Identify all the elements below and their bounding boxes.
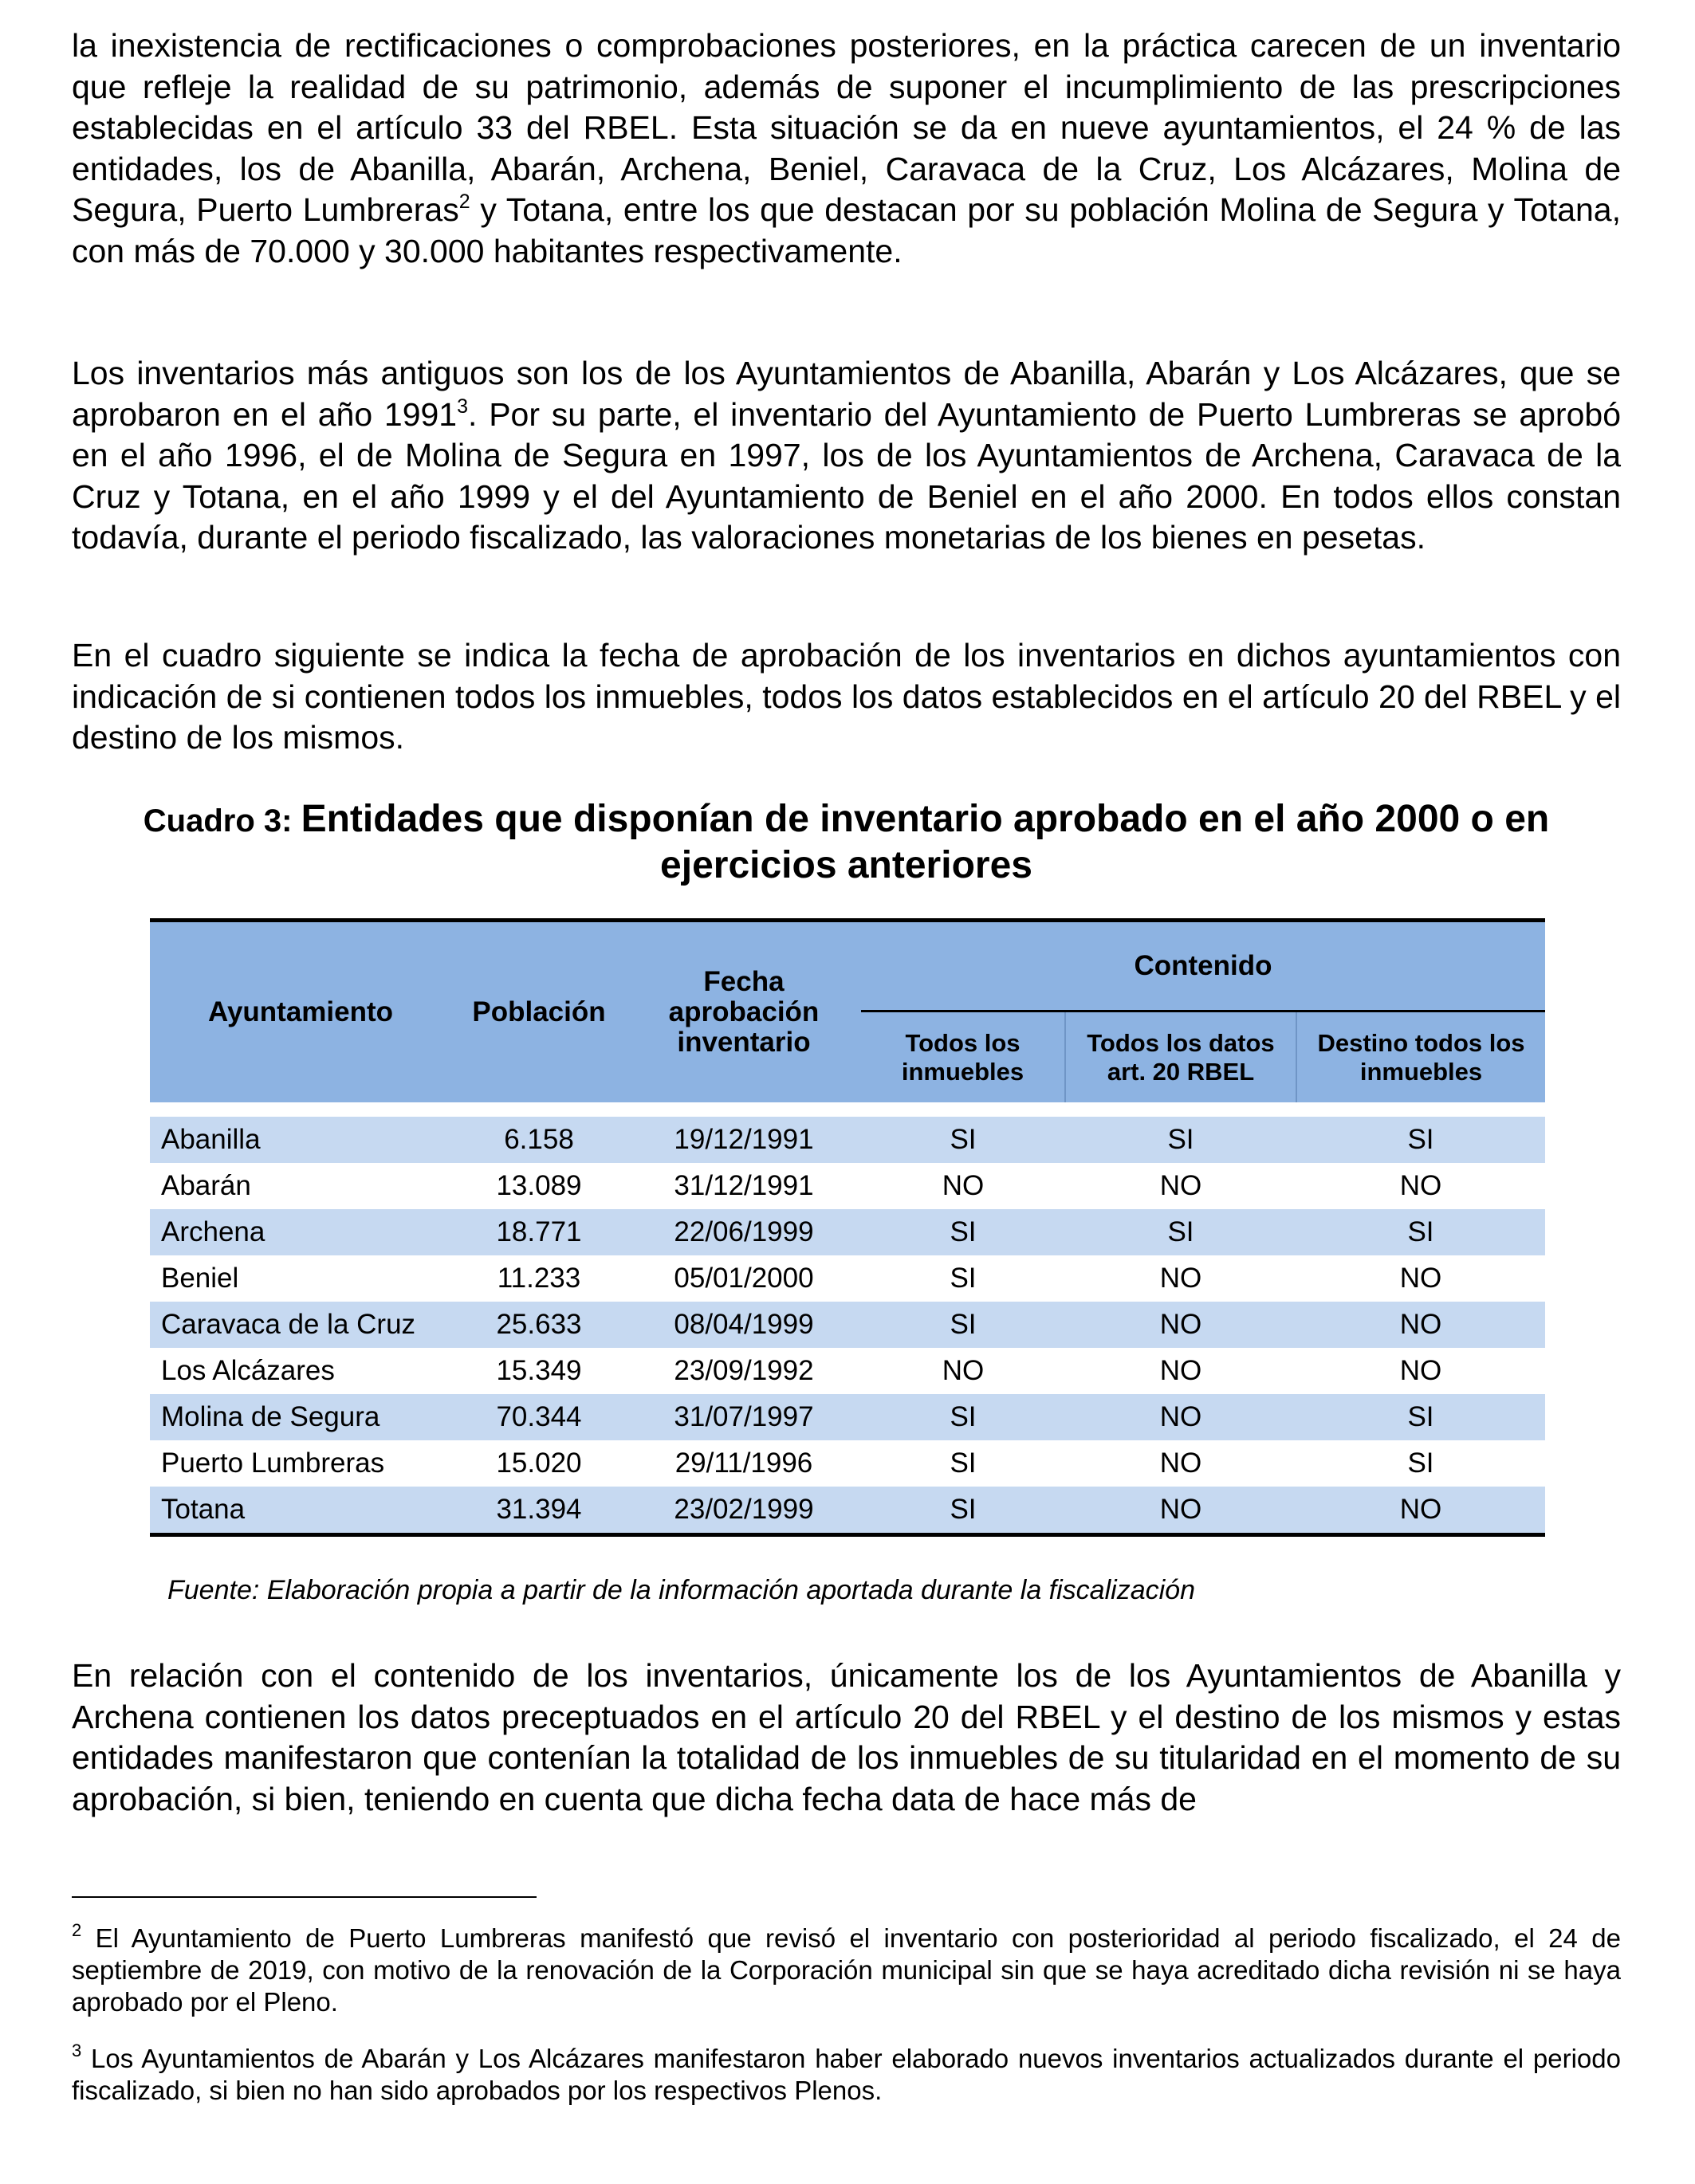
cell-inmuebles: SI (950, 1263, 977, 1294)
cell-destino: NO (1399, 1355, 1442, 1386)
header-todos-datos: Todos los datos art. 20 RBEL (1065, 1011, 1296, 1103)
footnote-mark: 3 (72, 2041, 82, 2060)
header-todos-inmuebles: Todos los inmuebles (861, 1011, 1065, 1103)
table-row (150, 1255, 1545, 1302)
cell-fecha: 23/02/1999 (627, 1487, 861, 1535)
footnote-2 (72, 1920, 1621, 2018)
footnote-3 (72, 2043, 1621, 2107)
cell-destino: SI (1296, 1394, 1545, 1440)
cell-ayuntamiento: Beniel (161, 1263, 239, 1294)
paragraph-oldest-inventories (72, 353, 1621, 559)
footnote-divider (72, 1896, 537, 1898)
cell-datos: NO (1065, 1487, 1296, 1535)
cell-poblacion: 6.158 (451, 1117, 627, 1163)
inventory-table (150, 918, 1545, 1537)
cell-destino: SI (1296, 1117, 1545, 1163)
cell-inmuebles: SI (950, 1447, 977, 1479)
paragraph-table-intro: En el cuadro siguiente se indica la fecha de aprobación de los inventarios en dichos ayuntamientos con indicación de si contienen todos los inmuebles, todos los datos establecidos en el artículo 20 del RBEL y el destino de los mismos. (72, 637, 1621, 756)
table-row (150, 1394, 1545, 1440)
table-row (150, 1302, 1545, 1348)
header-contenido: Contenido (861, 922, 1545, 1011)
cell-inmuebles: SI (861, 1209, 1065, 1255)
footnote-text: Los Ayuntamientos de Abarán y Los Alcázares manifestaron haber elaborado nuevos inventarios actualizados durante el periodo fiscalizado, si bien no han sido aprobados por los respectivos Plenos. (72, 2044, 1621, 2105)
header-destino: Destino todos los inmuebles (1296, 1011, 1545, 1103)
table-row (150, 1487, 1545, 1535)
cell-datos: NO (1065, 1394, 1296, 1440)
cell-poblacion: 15.349 (496, 1355, 582, 1386)
cell-poblacion: 18.771 (451, 1209, 627, 1255)
cell-inmuebles: SI (861, 1394, 1065, 1440)
table-row (150, 1209, 1545, 1255)
cell-destino: NO (1399, 1263, 1442, 1294)
cell-fecha: 23/09/1992 (674, 1355, 814, 1386)
cell-fecha: 31/07/1997 (627, 1394, 861, 1440)
cell-datos: NO (1065, 1302, 1296, 1348)
paragraph-text: y Totana, entre los que destacan por su población Molina de Segura y Totana, con más de 70.000 y 30.000 habitantes respectivamente. (72, 191, 1621, 269)
cell-destino: NO (1296, 1302, 1545, 1348)
paragraph-text: . Por su parte, el inventario del Ayuntamiento de Puerto Lumbreras se aprobó en el año 1996, el de Molina de Segura en 1997, los de los Ayuntamientos de Archena, Caravaca de la Cruz y Totana, en el año 1999 y el del Ayuntamiento de Beniel en el año 2000. En todos ellos constan todavía, durante el periodo fiscalizado, las valoraciones monetarias de los bienes en pesetas. (72, 395, 1621, 556)
cell-poblacion: 15.020 (496, 1447, 582, 1479)
cell-ayuntamiento: Caravaca de la Cruz (150, 1302, 451, 1348)
cell-fecha: 05/01/2000 (674, 1263, 814, 1294)
cell-inmuebles: NO (942, 1170, 985, 1201)
cell-poblacion: 70.344 (451, 1394, 627, 1440)
cell-ayuntamiento: Totana (150, 1487, 451, 1535)
footnote-text: El Ayuntamiento de Puerto Lumbreras manifestó que revisó el inventario con posterioridad al periodo fiscalizado, el 24 de septiembre de 2019, con motivo de la renovación de la Corporación municipal sin que se haya acreditado dicha revisión ni se haya aprobado por el Pleno. (72, 1923, 1621, 2017)
cell-ayuntamiento: Los Alcázares (161, 1355, 335, 1386)
header-ayuntamiento: Ayuntamiento (150, 922, 451, 1102)
cell-inmuebles: NO (942, 1355, 985, 1386)
cell-fecha: 31/12/1991 (674, 1170, 814, 1201)
table-row (150, 1163, 1545, 1209)
cell-poblacion: 25.633 (451, 1302, 627, 1348)
cell-inmuebles: SI (861, 1117, 1065, 1163)
footnote-mark: 2 (72, 1920, 82, 1940)
table-row (150, 1440, 1545, 1487)
cell-ayuntamiento: Puerto Lumbreras (161, 1447, 385, 1479)
cell-ayuntamiento: Abarán (161, 1170, 251, 1201)
cell-poblacion: 13.089 (496, 1170, 582, 1201)
cell-poblacion: 31.394 (451, 1487, 627, 1535)
header-fecha: Fecha aprobación inventario (627, 922, 861, 1102)
cell-ayuntamiento: Molina de Segura (150, 1394, 451, 1440)
table-caption-title: Entidades que disponían de inventario aprobado en el año 2000 o en ejercicios anteriores (301, 798, 1550, 886)
cell-destino: SI (1296, 1209, 1545, 1255)
paragraph-text: la inexistencia de rectificaciones o comprobaciones posteriores, en la práctica carecen de un inventario que refleje la realidad de su patrimonio, además de suponer el incumplimiento de las prescripciones establecidas en el artículo 33 del RBEL. Esta situación se da en nueve ayuntamientos, el 24 % de las entidades, los de Abanilla, Abarán, Archena, Beniel, Caravaca de la Cruz, Los Alcázares, Molina de Segura, Puerto Lumbreras (72, 27, 1621, 228)
paragraph-inventory-content: En relación con el contenido de los inventarios, únicamente los de los Ayuntamientos de Abanilla y Archena contienen los datos preceptuados en el artículo 20 del RBEL y el destino de los mismos y estas entidades manifestaron que contenían la totalidad de los inmuebles de su titularidad en el momento de su aprobación, si bien, teniendo en cuenta que dicha fecha data de hace más de (72, 1657, 1621, 1817)
footnote-ref-2[interactable]: 2 (458, 191, 470, 213)
table-row (150, 1117, 1545, 1163)
cell-destino: NO (1399, 1170, 1442, 1201)
cell-datos: SI (1065, 1209, 1296, 1255)
cell-destino: NO (1296, 1487, 1545, 1535)
header-poblacion: Población (451, 922, 627, 1102)
table-caption-number: Cuadro 3: (143, 803, 301, 839)
footnote-ref-3[interactable]: 3 (457, 395, 469, 418)
table-row (150, 1348, 1545, 1394)
table-source-note: Fuente: Elaboración propia a partir de la información aportada durante la fiscalización (167, 1575, 1195, 1605)
cell-datos: NO (1159, 1263, 1202, 1294)
cell-datos: NO (1159, 1355, 1202, 1386)
paragraph-inventory-situation (72, 26, 1621, 272)
cell-inmuebles: SI (861, 1487, 1065, 1535)
cell-fecha: 29/11/1996 (674, 1447, 813, 1479)
cell-ayuntamiento: Abanilla (150, 1117, 451, 1163)
paragraph-text: Los inventarios más antiguos son los de los Ayuntamientos de Abanilla, Abarán y Los Alcázares, que se aprobaron en el año 1991 (72, 355, 1621, 433)
cell-poblacion: 11.233 (497, 1263, 581, 1294)
cell-fecha: 22/06/1999 (627, 1209, 861, 1255)
cell-fecha: 19/12/1991 (627, 1117, 861, 1163)
cell-destino: SI (1407, 1447, 1434, 1479)
cell-ayuntamiento: Archena (150, 1209, 451, 1255)
cell-datos: NO (1159, 1170, 1202, 1201)
table-caption (72, 797, 1621, 887)
cell-fecha: 08/04/1999 (627, 1302, 861, 1348)
cell-datos: SI (1065, 1117, 1296, 1163)
cell-datos: NO (1159, 1447, 1202, 1479)
cell-inmuebles: SI (861, 1302, 1065, 1348)
